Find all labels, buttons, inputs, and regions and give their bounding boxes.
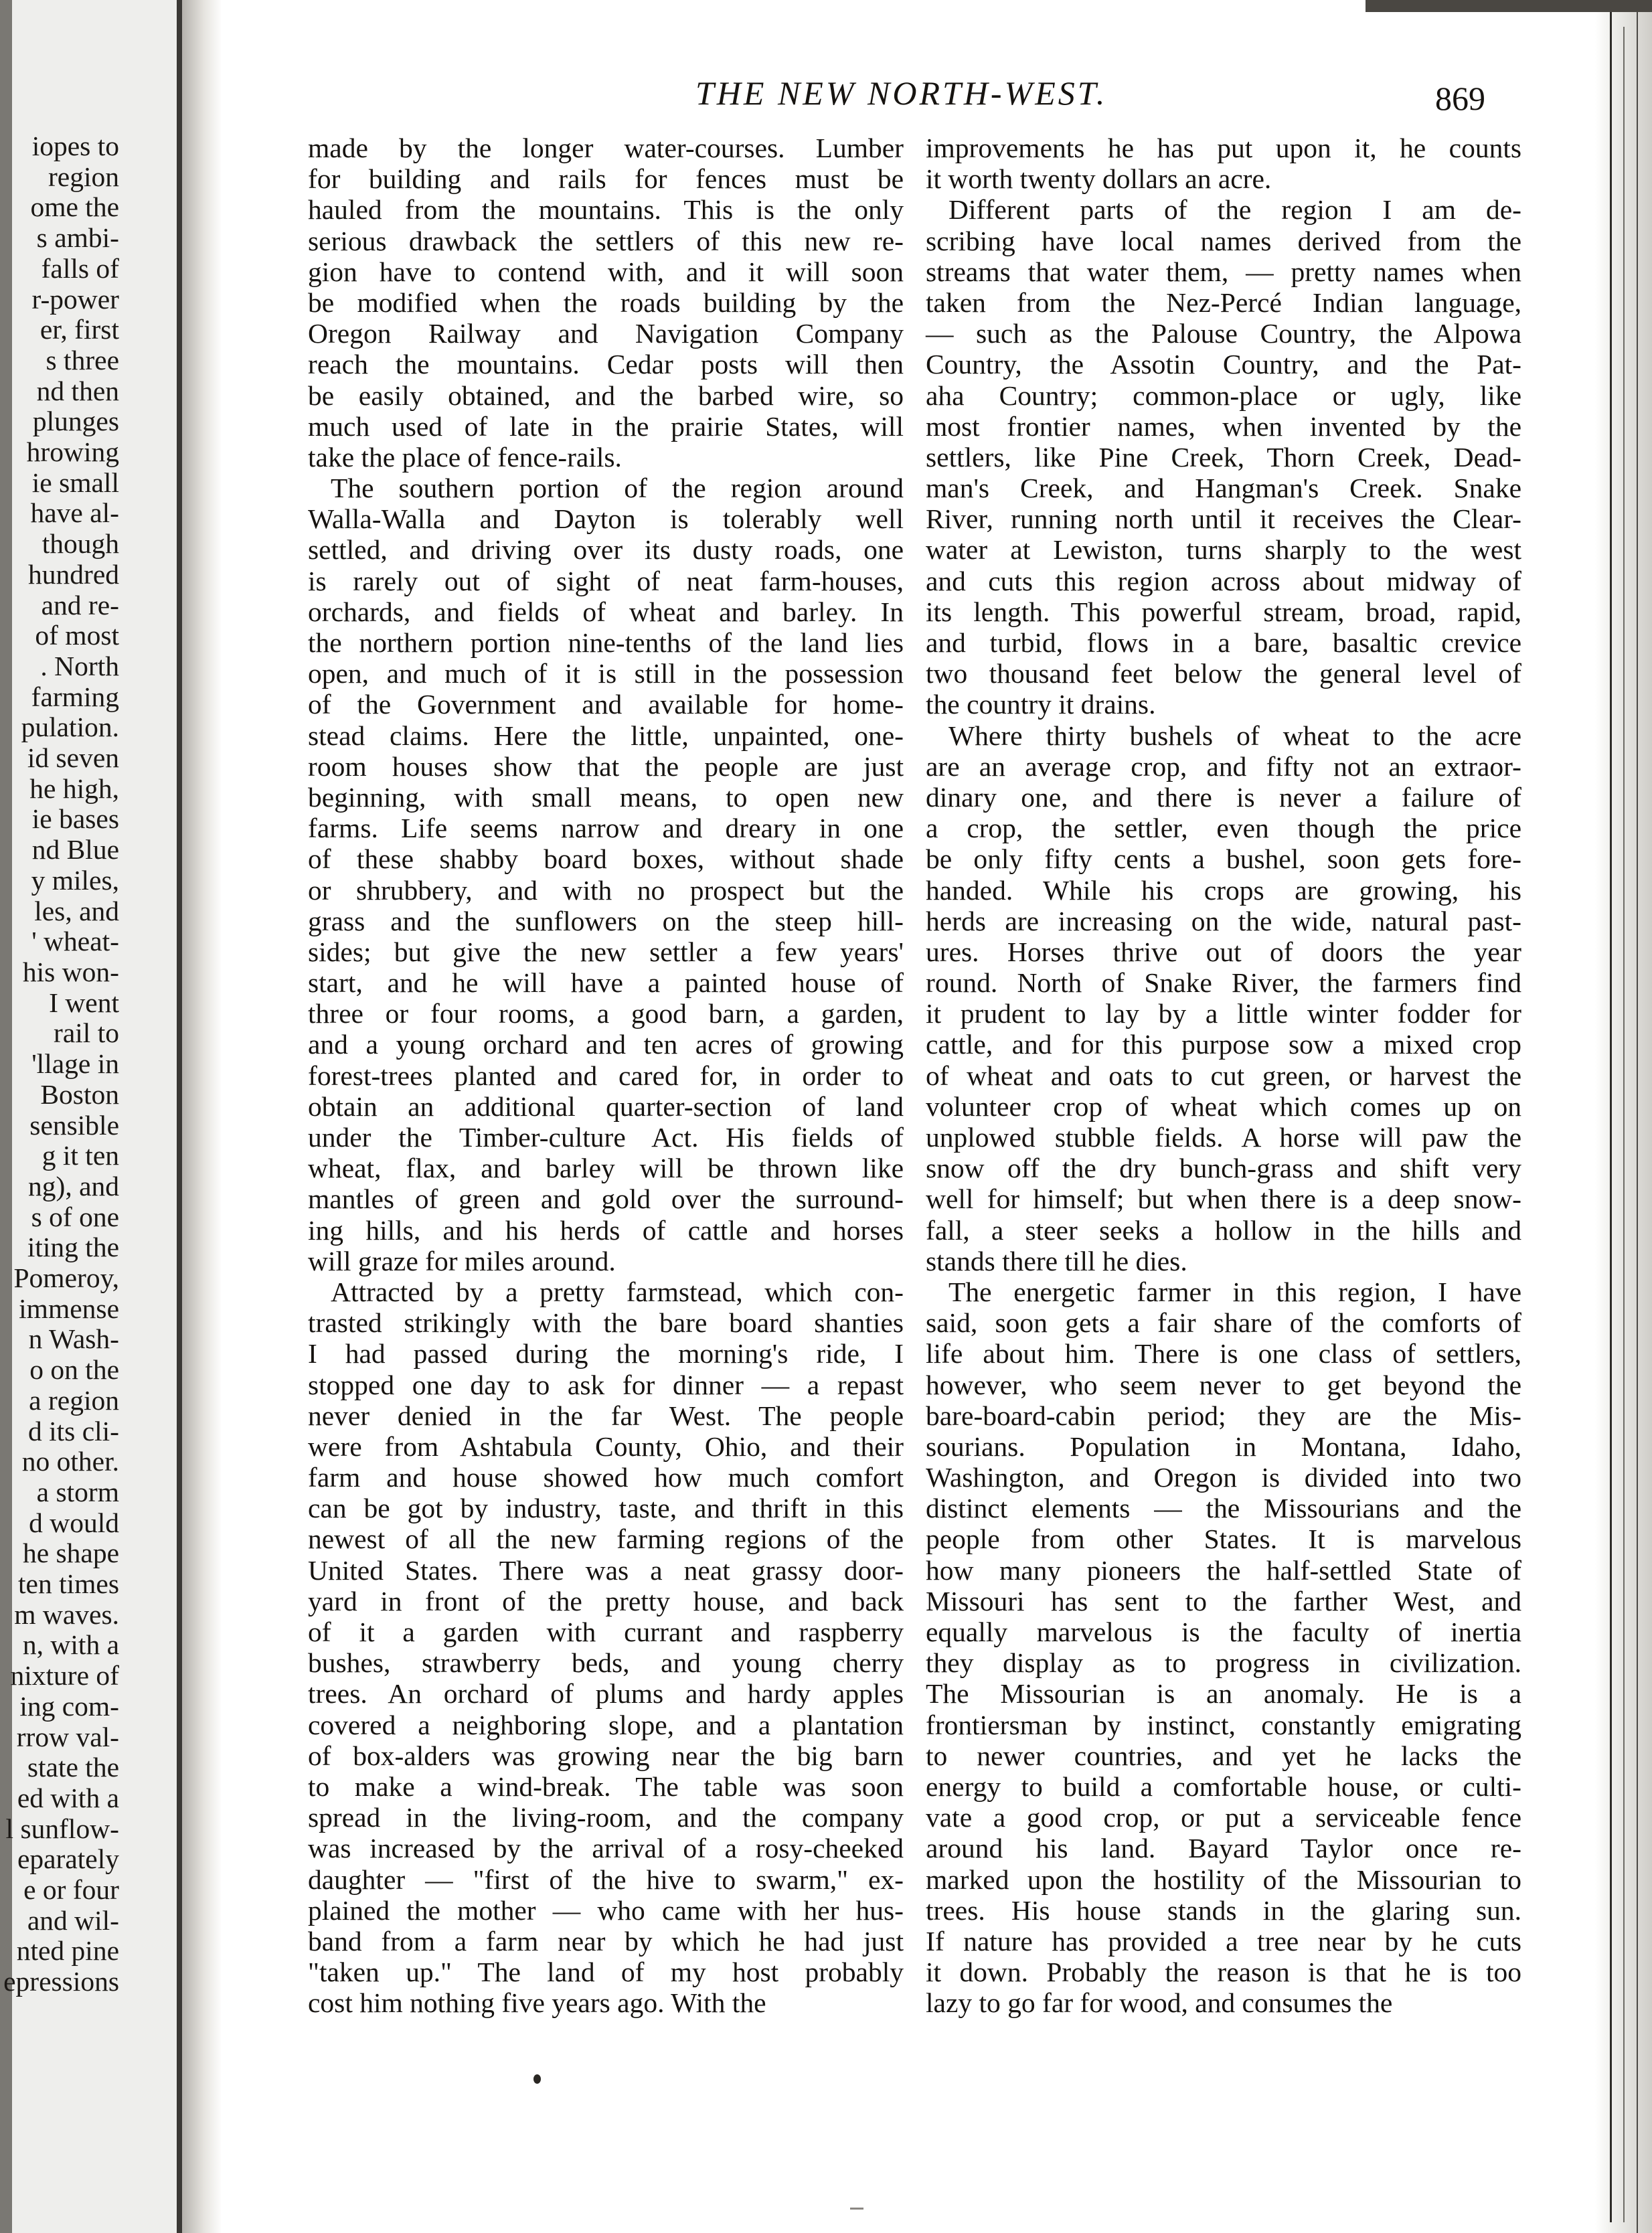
text-line: bushes, strawberry beds, and young cherry bbox=[308, 1647, 904, 1679]
facing-page-line: and wil- bbox=[27, 1904, 119, 1936]
top-edge-shadow bbox=[1366, 0, 1652, 12]
text-line: vate a good crop, or put a serviceable fence bbox=[926, 1802, 1521, 1833]
text-line: were from Ashtabula County, Ohio, and their bbox=[308, 1430, 904, 1462]
text-line: forest-trees planted and cared for, in order to bbox=[308, 1060, 904, 1091]
facing-page-fragment bbox=[0, 0, 193, 2233]
text-line: to newer countries, and yet he lacks the bbox=[926, 1740, 1521, 1771]
facing-page-line: ie bases bbox=[31, 803, 119, 835]
text-line: of the Government and available for home- bbox=[308, 689, 904, 720]
text-line: snow off the dry bunch-grass and shift very bbox=[926, 1153, 1521, 1184]
facing-page-line: d would bbox=[29, 1507, 119, 1538]
facing-page-line: e or four bbox=[23, 1874, 119, 1906]
text-line: start, and he will have a painted house of bbox=[308, 967, 904, 999]
text-line: Missouri has sent to the farther West, and bbox=[926, 1585, 1521, 1617]
facing-page-line: er, first bbox=[39, 314, 119, 345]
text-line: is rarely out of sight of neat farm-houses, bbox=[308, 565, 904, 596]
facing-page-line: though bbox=[42, 528, 119, 560]
facing-page-line: and re- bbox=[41, 589, 119, 621]
facing-page-line: s ambi- bbox=[36, 222, 119, 254]
text-line: grass and the sunflowers on the steep hill- bbox=[308, 905, 904, 936]
text-line: hauled from the mountains. This is the only bbox=[308, 194, 904, 226]
text-line: cattle, and for this purpose sow a mixed crop bbox=[926, 1029, 1521, 1060]
text-line: dinary one, and there is never a failure of bbox=[926, 781, 1521, 813]
text-line: stead claims. Here the little, unpainted, one- bbox=[308, 720, 904, 751]
page-gutter-shadow bbox=[182, 0, 222, 2233]
text-line: trasted strikingly with the bare board shanties bbox=[308, 1307, 904, 1339]
text-line: bare-board-cabin period; they are the Mis- bbox=[926, 1400, 1521, 1431]
facing-page-line: I went bbox=[49, 987, 119, 1018]
text-line: be modified when the roads building by the bbox=[308, 286, 904, 318]
text-line: The energetic farmer in this region, I have bbox=[948, 1276, 1521, 1307]
text-line: "taken up." The land of my host probably bbox=[308, 1957, 904, 1988]
text-line: never denied in the far West. The people bbox=[308, 1400, 904, 1431]
text-line: plained the mother — who came with her hus- bbox=[308, 1894, 904, 1926]
text-line: they display as to progress in civilization. bbox=[926, 1647, 1521, 1679]
text-line: farm and house showed how much comfort bbox=[308, 1462, 904, 1493]
text-line: obtain an additional quarter-section of land bbox=[308, 1090, 904, 1122]
text-line: newest of all the new farming regions of the bbox=[308, 1523, 904, 1555]
text-line: spread in the living-room, and the company bbox=[308, 1802, 904, 1833]
facing-page-line: d its cli- bbox=[27, 1415, 119, 1446]
text-line: of box-alders was growing near the big barn bbox=[308, 1740, 904, 1771]
text-line: said, soon gets a fair share of the comforts of bbox=[926, 1307, 1521, 1339]
text-line: how many pioneers the half-settled State of bbox=[926, 1554, 1521, 1586]
text-line: distinct elements — the Missourians and the bbox=[926, 1493, 1521, 1524]
text-line: aha Country; common-place or ugly, like bbox=[926, 380, 1521, 411]
text-line: The southern portion of the region around bbox=[331, 473, 904, 504]
text-line: United States. There was a neat grassy door- bbox=[308, 1554, 904, 1586]
text-line: trees. An orchard of plums and hardy apples bbox=[308, 1678, 904, 1710]
text-line: — such as the Palouse Country, the Alpowa bbox=[926, 318, 1521, 349]
text-line: serious drawback the settlers of this new re- bbox=[308, 225, 904, 256]
text-line: open, and much of it is still in the possession bbox=[308, 658, 904, 689]
facing-page-line: ng), and bbox=[28, 1170, 119, 1202]
text-line: Walla-Walla and Dayton is tolerably well bbox=[308, 503, 904, 535]
text-line: cost him nothing five years ago. With the bbox=[308, 1987, 766, 2019]
facing-page-line: farming bbox=[31, 681, 119, 712]
text-line: ing hills, and his herds of cattle and horses bbox=[308, 1214, 904, 1246]
text-column-left bbox=[308, 133, 904, 2018]
text-line: the country it drains. bbox=[926, 689, 1156, 720]
facing-page-text-column bbox=[0, 131, 119, 1997]
text-line: trees. His house stands in the glaring sun. bbox=[926, 1894, 1521, 1926]
text-line: I had passed during the morning's ride, I bbox=[308, 1338, 904, 1370]
text-line: it worth twenty dollars an acre. bbox=[926, 163, 1272, 195]
facing-page-line: state the bbox=[27, 1752, 119, 1783]
text-line: and a young orchard and ten acres of growing bbox=[308, 1029, 904, 1060]
facing-page-line: les, and bbox=[34, 895, 119, 926]
text-line: daughter — "first of the hive to swarm," ex- bbox=[308, 1864, 904, 1895]
text-line: Oregon Railway and Navigation Company bbox=[308, 318, 904, 349]
text-line: people from other States. It is marvelous bbox=[926, 1523, 1521, 1555]
text-line: wheat, flax, and barley will be thrown like bbox=[308, 1153, 904, 1184]
text-line: unplowed stubble fields. A horse will paw the bbox=[926, 1122, 1521, 1153]
text-line: can be got by industry, taste, and thrift in this bbox=[308, 1493, 904, 1524]
text-line: scribing have local names derived from the bbox=[926, 225, 1521, 256]
text-line: and cuts this region across about midway of bbox=[926, 565, 1521, 596]
text-line: frontiersman by instinct, constantly emigrating bbox=[926, 1709, 1521, 1740]
facing-page-line: . North bbox=[40, 650, 119, 681]
facing-page-line: Boston bbox=[40, 1078, 119, 1110]
facing-page-line: he high, bbox=[29, 772, 119, 804]
text-line: orchards, and fields of wheat and barley. In bbox=[308, 596, 904, 627]
text-line: around his land. Bayard Taylor once re- bbox=[926, 1833, 1521, 1864]
facing-page-line: he shape bbox=[22, 1538, 119, 1569]
facing-page-line: hrowing bbox=[26, 436, 119, 468]
text-line: it down. Probably the reason is that he is too bbox=[926, 1957, 1521, 1988]
facing-page-line: y miles, bbox=[31, 864, 119, 896]
text-line: be only fifty cents a bushel, soon gets fore- bbox=[926, 843, 1521, 875]
text-line: mantles of green and gold over the surround- bbox=[308, 1183, 904, 1215]
text-line: improvements he has put upon it, he counts bbox=[926, 133, 1521, 163]
text-line: round. North of Snake River, the farmers find bbox=[926, 967, 1521, 999]
facing-page-line: s three bbox=[46, 344, 119, 376]
text-line: settled, and driving over its dusty roads, one bbox=[308, 534, 904, 566]
text-line: band from a farm near by which he had just bbox=[308, 1925, 904, 1957]
facing-page-line: pulation. bbox=[21, 712, 119, 743]
text-line: take the place of fence-rails. bbox=[308, 441, 622, 473]
text-line: lazy to go far for wood, and consumes the bbox=[926, 1987, 1393, 2019]
text-line: marked upon the hostility of the Missourian to bbox=[926, 1864, 1521, 1895]
facing-page-line: a storm bbox=[36, 1476, 119, 1507]
facing-page-line: immense bbox=[19, 1293, 119, 1324]
facing-page-line: o on the bbox=[29, 1354, 119, 1386]
facing-page-line: ie small bbox=[31, 467, 119, 498]
facing-page-line: ' wheat- bbox=[31, 926, 119, 957]
running-head: THE NEW NORTH-WEST. bbox=[695, 74, 1108, 112]
text-line: of wheat and oats to cut green, or harvest the bbox=[926, 1060, 1521, 1091]
text-line: room houses show that the people are just bbox=[308, 750, 904, 782]
text-line: Attracted by a pretty farmstead, which con- bbox=[331, 1276, 904, 1307]
text-line: Different parts of the region I am de- bbox=[948, 194, 1521, 226]
text-line: volunteer crop of wheat which comes up on bbox=[926, 1090, 1521, 1122]
page-gutter-line bbox=[177, 0, 182, 2233]
text-line: If nature has provided a tree near by he cuts bbox=[926, 1925, 1521, 1957]
text-line: streams that water them, — pretty names when bbox=[926, 256, 1521, 287]
text-line: was increased by the arrival of a rosy-cheeked bbox=[308, 1833, 904, 1864]
facing-page-line: r-power bbox=[31, 283, 119, 315]
text-line: be easily obtained, and the barbed wire, so bbox=[308, 380, 904, 411]
text-line: are an average crop, and fifty not an extraor- bbox=[926, 750, 1521, 782]
facing-page-line: his won- bbox=[22, 956, 119, 987]
text-line: under the Timber-culture Act. His fields of bbox=[308, 1122, 904, 1153]
text-line: three or four rooms, a good barn, a garden, bbox=[308, 998, 904, 1029]
text-line: farms. Life seems narrow and dreary in one bbox=[308, 813, 904, 844]
facing-page-line: no other. bbox=[21, 1446, 119, 1477]
text-line: handed. While his crops are growing, his bbox=[926, 874, 1521, 906]
text-line: equally marvelous is the faculty of inertia bbox=[926, 1617, 1521, 1647]
text-line: reach the mountains. Cedar posts will then bbox=[308, 349, 904, 380]
facing-page-line: eparately bbox=[17, 1843, 119, 1875]
facing-page-line: nted pine bbox=[16, 1935, 119, 1967]
facing-page-line: l sunflow- bbox=[5, 1813, 119, 1844]
text-line: fall, a steer seeks a hollow in the hills and bbox=[926, 1214, 1521, 1246]
page-edge-stack bbox=[1595, 0, 1652, 2233]
text-line: River, running north until it receives the Clear- bbox=[926, 503, 1521, 535]
text-line: The Missourian is an anomaly. He is a bbox=[926, 1678, 1521, 1710]
text-line: made by the longer water-courses. Lumber bbox=[308, 133, 904, 163]
text-line: however, who seem never to get beyond the bbox=[926, 1369, 1521, 1400]
text-line: settlers, like Pine Creek, Thorn Creek, Dead- bbox=[926, 441, 1521, 473]
text-line: taken from the Nez-Percé Indian language, bbox=[926, 286, 1521, 318]
facing-page-line: m waves. bbox=[14, 1598, 119, 1630]
text-line: much used of late in the prairie States, will bbox=[308, 410, 904, 442]
facing-page-line: have al- bbox=[30, 497, 119, 529]
facing-page-line: epressions bbox=[3, 1966, 119, 1997]
facing-page-line: ten times bbox=[18, 1568, 119, 1600]
ink-mark bbox=[850, 2208, 863, 2210]
text-line: Country, the Assotin Country, and the Pat- bbox=[926, 349, 1521, 380]
text-line: most frontier names, when invented by the bbox=[926, 410, 1521, 442]
text-line: yard in front of the pretty house, and back bbox=[308, 1585, 904, 1617]
text-line: energy to build a comfortable house, or culti- bbox=[926, 1770, 1521, 1802]
facing-page-line: nixture of bbox=[10, 1660, 119, 1691]
text-line: Washington, and Oregon is divided into two bbox=[926, 1462, 1521, 1493]
text-line: sides; but give the new settler a few years' bbox=[308, 936, 904, 967]
text-line: stands there till he dies. bbox=[926, 1245, 1187, 1276]
facing-page-line: falls of bbox=[41, 252, 119, 284]
text-line: of it a garden with currant and raspberry bbox=[308, 1617, 904, 1647]
text-line: well for himself; but when there is a deep snow- bbox=[926, 1183, 1521, 1215]
text-line: will graze for miles around. bbox=[308, 1245, 616, 1276]
facing-page-line: Pomeroy, bbox=[13, 1262, 119, 1294]
facing-page-line: nd Blue bbox=[31, 834, 119, 865]
facing-page-line: id seven bbox=[27, 742, 119, 774]
text-line: water at Lewiston, turns sharply to the west bbox=[926, 534, 1521, 566]
text-line: herds are increasing on the wide, natural past- bbox=[926, 905, 1521, 936]
ink-dot bbox=[533, 2074, 541, 2084]
text-line: of these shabby board boxes, without shade bbox=[308, 843, 904, 875]
text-line: two thousand feet below the general level of bbox=[926, 658, 1521, 689]
text-line: man's Creek, and Hangman's Creek. Snake bbox=[926, 473, 1521, 504]
facing-page-line: nd then bbox=[36, 375, 119, 406]
facing-page-line: g it ten bbox=[42, 1140, 119, 1171]
text-line: life about him. There is one class of settlers, bbox=[926, 1338, 1521, 1370]
facing-page-line: ing com- bbox=[19, 1690, 119, 1722]
facing-page-line: 'llage in bbox=[31, 1048, 119, 1080]
text-line: covered a neighboring slope, and a plantation bbox=[308, 1709, 904, 1740]
page-number: 869 bbox=[1435, 80, 1485, 117]
facing-page-line: rail to bbox=[54, 1017, 119, 1049]
facing-page-line: a region bbox=[29, 1384, 119, 1416]
text-line: to make a wind-break. The table was soon bbox=[308, 1770, 904, 1802]
text-column-right bbox=[926, 133, 1521, 2018]
facing-page-line: region bbox=[48, 161, 119, 192]
facing-page-line: hundred bbox=[28, 558, 119, 590]
text-line: a crop, the settler, even though the price bbox=[926, 813, 1521, 844]
text-line: Where thirty bushels of wheat to the acre bbox=[948, 720, 1521, 751]
text-line: stopped one day to ask for dinner — a repast bbox=[308, 1369, 904, 1400]
facing-page-line: iopes to bbox=[31, 131, 119, 161]
text-line: ures. Horses thrive out of doors the year bbox=[926, 936, 1521, 967]
facing-page-line: of most bbox=[35, 620, 119, 651]
facing-page-line: n Wash- bbox=[28, 1323, 119, 1355]
text-line: for building and rails for fences must be bbox=[308, 163, 904, 195]
text-line: gion have to contend with, and it will soon bbox=[308, 256, 904, 287]
text-line: sourians. Population in Montana, Idaho, bbox=[926, 1430, 1521, 1462]
text-line: or shrubbery, and with no prospect but the bbox=[308, 874, 904, 906]
facing-page-line: sensible bbox=[29, 1109, 119, 1141]
facing-page-line: s of one bbox=[31, 1201, 119, 1232]
text-line: the northern portion nine-tenths of the land lies bbox=[308, 627, 904, 658]
text-line: beginning, with small means, to open new bbox=[308, 781, 904, 813]
facing-page-line: ome the bbox=[30, 191, 119, 223]
text-line: and turbid, flows in a bare, basaltic crevice bbox=[926, 627, 1521, 658]
facing-page-line: n, with a bbox=[22, 1629, 119, 1661]
facing-page-line: plunges bbox=[32, 406, 119, 437]
facing-page-line: iting the bbox=[27, 1232, 119, 1263]
facing-page-line: rrow val- bbox=[16, 1721, 119, 1752]
text-line: it prudent to lay by a little winter fodder for bbox=[926, 998, 1521, 1029]
facing-page-line: ed with a bbox=[17, 1782, 119, 1813]
text-line: its length. This powerful stream, broad, rapid, bbox=[926, 596, 1521, 627]
